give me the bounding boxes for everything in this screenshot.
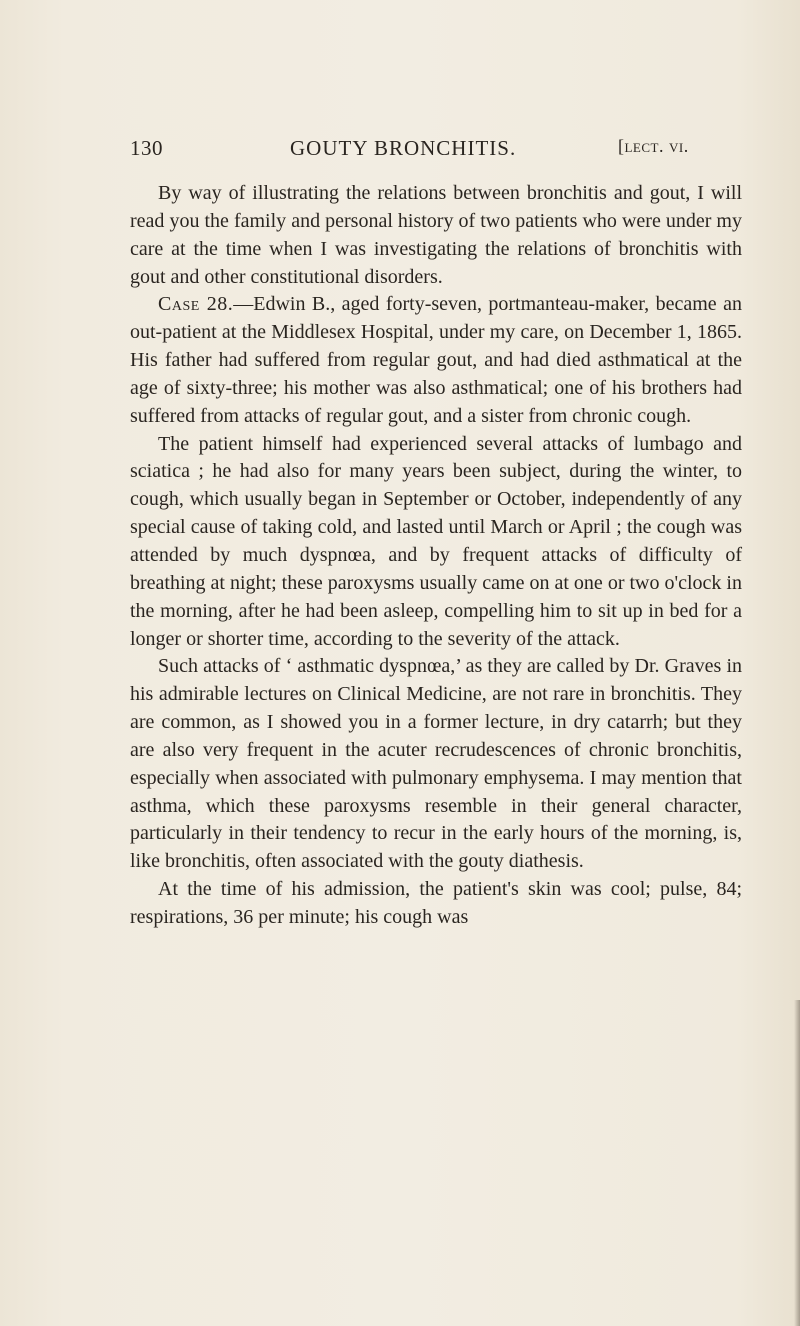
paragraph-text: Such attacks of ‘ asthmatic dyspnœa,’ as they are called by Dr. Graves in his admirable lectures on Clinical Medicine, are not rare in bronchitis. They are common, as I showed you in a former lecture, in dry catarrh; but they are also very frequent in the acuter recrudescences of chronic bronchitis, especially when associated with pulmonary emphysema. I may mention that asthma, which these paroxysms resemble in their general character, particularly in their tendency to recur in the early hours of the morning, is, like bronchitis, often associated with the gouty diathesis. — [130, 655, 742, 873]
paragraph-text: The patient himself had experienced several attacks of lumbago and sciatica ; he had also for many years been subject, during the winter, to cough, which usually began in September or October, independently of any special cause of taking cold, and lasted until March or April ; the cough was attended by much dyspnœa, and by frequent attacks of difficulty of breathing at night; these paroxysms usually came on at one or two o'clock in the morning, after he had been asleep, compelling him to sit up in bed for a longer or shorter time, according to the severity of the attack. — [130, 432, 742, 650]
paragraph-text: At the time of his admission, the patient's skin was cool; pulse, 84; respirations, 36 per minute; his cough was — [130, 878, 742, 928]
paragraph-text: —Edwin B., aged forty-seven, portmanteau-maker, became an out-patient at the Middlesex Hospital, under my care, on December 1, 1865. His father had suffered from regular gout, and had died asthmatical at the age of sixty-three; his mother was also asthmatical; one of his brothers had suffered from attacks of regular gout, and a sister from chronic cough. — [130, 293, 742, 427]
body-text — [130, 180, 742, 932]
lecture-reference: [lect. vi. — [618, 136, 689, 156]
paragraph-admission — [130, 876, 742, 932]
paragraph-intro — [130, 180, 742, 291]
running-title: GOUTY BRONCHITIS. — [290, 136, 517, 160]
paragraph-patient-history — [130, 431, 742, 654]
case-heading: Case 28. — [158, 293, 234, 316]
paragraph-asthmatic-dyspnoea — [130, 653, 742, 876]
page-edge-shadow — [794, 1000, 800, 1326]
paragraph-text: By way of illustrating the relations between bronchitis and gout, I will read you the family and personal history of two patients who were under my care at the time when I was investigating the relations of bronchitis with gout and other constitutional disorders. — [130, 182, 742, 288]
running-head — [130, 136, 740, 166]
paragraph-case-28 — [130, 291, 742, 430]
page-number: 130 — [130, 136, 163, 160]
